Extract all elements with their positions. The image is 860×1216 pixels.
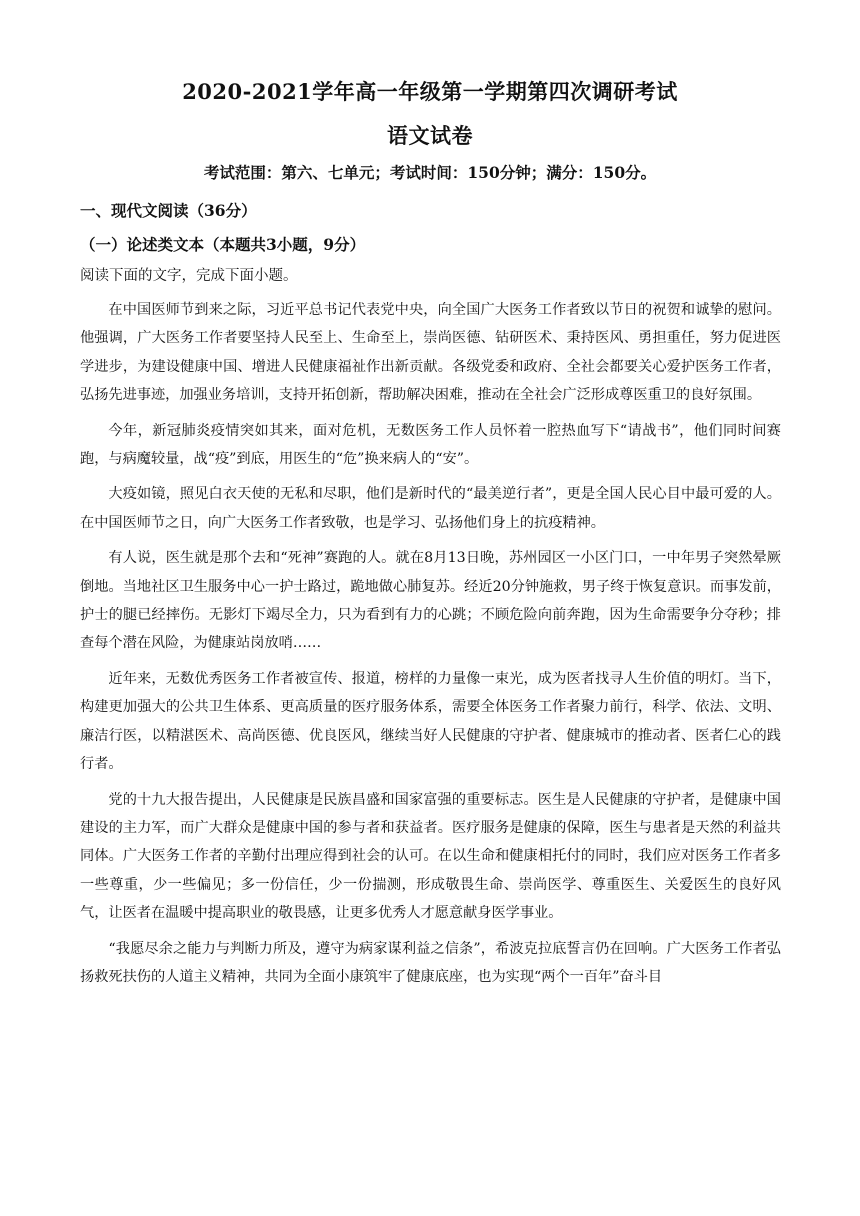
- paragraph: 近年来，无数优秀医务工作者被宣传、报道，榜样的力量像一束光，成为医者找寻人生价值的明灯。当下，构建更加强大的公共卫生体系、更高质量的医疗服务体系，需要全体医务工作者聚力前行，科学、依法、文明、廉洁行医，以精湛医术、高尚医德、优良医风，继续当好人民健康的守护者、健康城市的推动者、医者仁心的践行者。: [80, 670, 781, 773]
- exam-title: 2020-2021学年高一年级第一学期第四次调研考试: [182, 79, 678, 104]
- paragraph: 党的十九大报告提出，人民健康是民族昌盛和国家富强的重要标志。医生是人民健康的守护者，是健康中国建设的主力军，而广大群众是健康中国的参与者和获益者。医疗服务是健康的保障，医生与患者是天然的利益共同体。广大医务工作者的辛勤付出理应得到社会的认可。在以生命和健康相托付的同时，我们应对医务工作者多一些尊重，少一些偏见；多一份信任，少一份揣测，形成敬畏生命、崇尚医学、尊重医生、关爱医生的良好风气，让医者在温暖中提高职业的敬畏感，让更多优秀人才愿意献身医学事业。: [80, 791, 781, 922]
- exam-subject-title: 语文试卷: [387, 123, 473, 148]
- paragraph: 有人说，医生就是那个去和“死神”赛跑的人。就在8月13日晚，苏州园区一小区门口，一中年男子突然晕厥倒地。当地社区卫生服务中心一护士路过，跪地做心肺复苏。经近20分钟施救，男子终于恢复意识。而事发前，护士的腿已经摔伤。无影灯下竭尽全力，只为看到有力的心跳；不顾危险向前奔跑，因为生命需要争分夺秒；排查每个潜在风险，为健康站岗放哨……: [80, 550, 781, 652]
- paragraph: 在中国医师节到来之际，习近平总书记代表党中央，向全国广大医务工作者致以节日的祝贺和诚挚的慰问。他强调，广大医务工作者要坚持人民至上、生命至上，崇尚医德、钻研医术、秉持医风、勇担重任，努力促进医学进步，为建设健康中国、增进人民健康福祉作出新贡献。各级党委和政府、全社会都要关心爱护医务工作者，弘扬先进事迹，加强业务培训，支持开拓创新，帮助解决困难，推动在全社会广泛形成尊医重卫的良好氛围。: [80, 302, 781, 404]
- subsection-heading: （一）论述类文本（本题共3小题，9分）: [80, 235, 366, 254]
- exam-scope: 考试范围：第六、七单元；考试时间：150分钟；满分：150分。: [203, 163, 657, 182]
- reading-instruction: 阅读下面的文字，完成下面小题。: [80, 268, 298, 284]
- paragraph: 大疫如镜，照见白衣天使的无私和尽职，他们是新时代的“最美逆行者”，更是全国人民心目中最可爱的人。在中国医师节之日，向广大医务工作者致敬，也是学习、弘扬他们身上的抗疫精神。: [80, 486, 781, 531]
- section-heading: 一、现代文阅读（36分）: [80, 201, 257, 220]
- paragraph: 今年，新冠肺炎疫情突如其来，面对危机，无数医务工作人员怀着一腔热血写下“请战书”，他们同时间赛跑，与病魔较量，战“疫”到底，用医生的“危”换来病人的“安”。: [80, 422, 781, 468]
- paragraph: “我愿尽余之能力与判断力所及，遵守为病家谋利益之信条”，希波克拉底誓言仍在回响。广大医务工作者弘扬救死扶伤的人道主义精神，共同为全面小康筑牢了健康底座，也为实现“两个一百年”奋斗目: [80, 940, 781, 985]
- reading-passage: [80, 296, 781, 998]
